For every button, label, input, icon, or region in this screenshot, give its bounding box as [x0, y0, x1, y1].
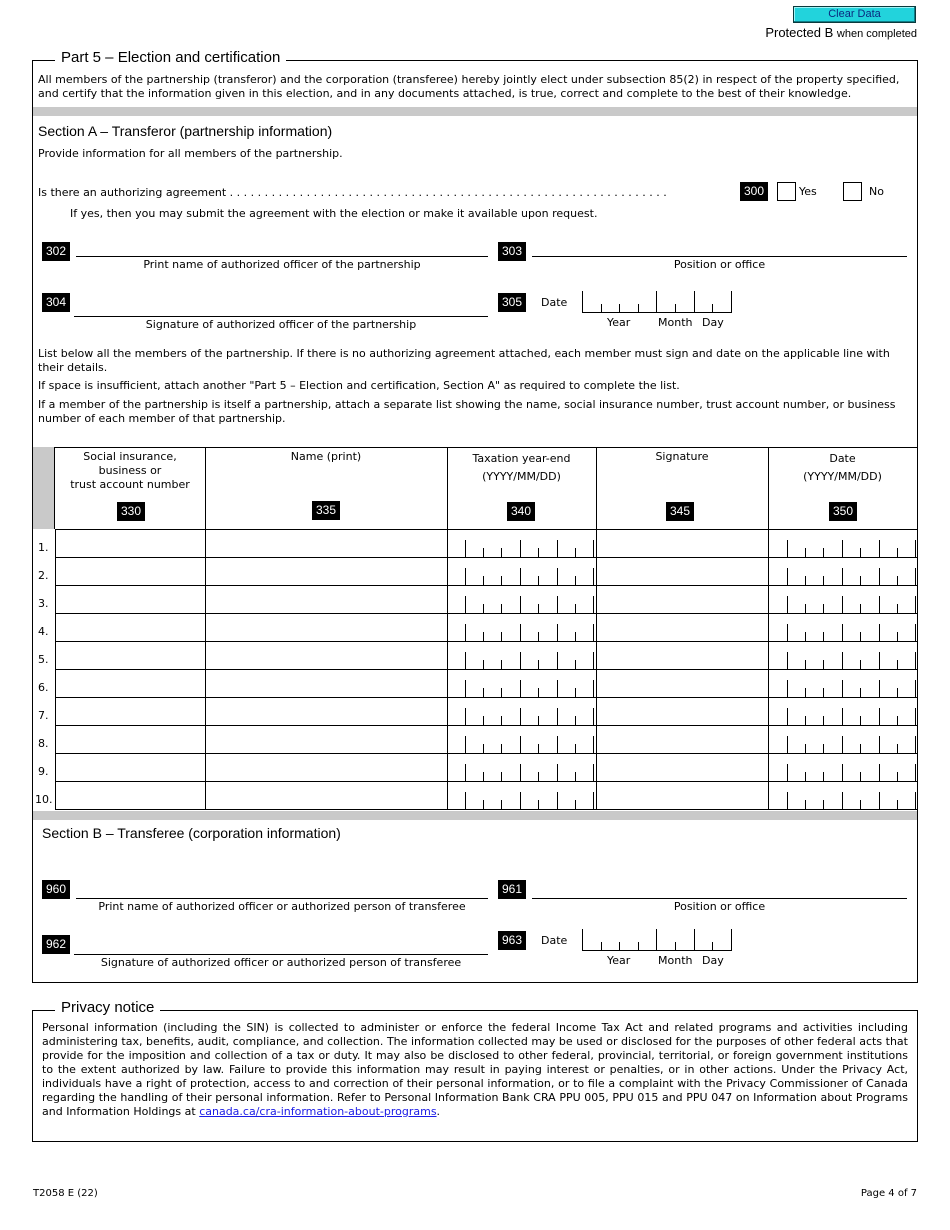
label-303: Position or office: [673, 258, 766, 271]
transferee-officer-name-input[interactable]: [77, 880, 487, 898]
line-304: [74, 316, 488, 317]
member-date-field[interactable]: [787, 761, 922, 781]
member-sin-input[interactable]: [56, 674, 204, 694]
member-taxyear-field[interactable]: [465, 593, 600, 613]
col-header-name: Name (print): [290, 450, 362, 463]
member-taxyear-field[interactable]: [465, 705, 600, 725]
row-number: 6.: [38, 681, 49, 694]
row-number: 3.: [38, 597, 49, 610]
member-signature-input[interactable]: [597, 646, 767, 666]
date-963-field[interactable]: [582, 930, 732, 951]
member-taxyear-field[interactable]: [465, 677, 600, 697]
member-date-field[interactable]: [787, 621, 922, 641]
member-name-input[interactable]: [206, 646, 446, 666]
privacy-link[interactable]: canada.ca/cra-information-about-programs: [199, 1105, 437, 1118]
col-header-signature: Signature: [655, 450, 709, 463]
member-name-input[interactable]: [206, 618, 446, 638]
year-label-305: Year: [607, 316, 631, 329]
member-sin-input[interactable]: [56, 618, 204, 638]
member-date-field[interactable]: [787, 677, 922, 697]
code-350: 350: [829, 502, 857, 521]
member-date-field[interactable]: [787, 733, 922, 753]
protected-main: Protected B: [765, 25, 834, 40]
member-date-field[interactable]: [787, 593, 922, 613]
member-sin-input[interactable]: [56, 758, 204, 778]
members-table: [33, 447, 917, 811]
member-sin-input[interactable]: [56, 730, 204, 750]
member-signature-input[interactable]: [597, 534, 767, 554]
date-305-field[interactable]: [582, 292, 732, 313]
row-number: 7.: [38, 709, 49, 722]
row-number: 9.: [38, 765, 49, 778]
day-label-305: Day: [702, 316, 724, 329]
label-962: Signature of authorized officer or authorized person of transferee: [100, 956, 462, 969]
section-a-provide: Provide information for all members of the partnership.: [38, 147, 343, 160]
label-961: Position or office: [673, 900, 766, 913]
date-label-963: Date: [541, 934, 568, 947]
section-a-title: Section A – Transferor (partnership information): [38, 123, 333, 139]
line-961: [532, 898, 907, 899]
code-302: 302: [42, 242, 70, 261]
part5-title: Part 5 – Election and certification: [55, 49, 286, 66]
page-number: Page 4 of 7: [860, 1188, 917, 1199]
member-sin-input[interactable]: [56, 702, 204, 722]
form-id: T2058 E (22): [33, 1188, 98, 1199]
member-signature-input[interactable]: [597, 590, 767, 610]
if-yes-note: If yes, then you may submit the agreement with the election or make it available upon request.: [70, 207, 598, 220]
yes-label: Yes: [799, 185, 817, 198]
note-members: List below all the members of the partnership. If there is no authorizing agreement attached, each member must sign and date on the applicable line with their details.: [38, 347, 890, 374]
line-303: [532, 256, 907, 257]
member-date-field[interactable]: [787, 649, 922, 669]
member-date-field[interactable]: [787, 705, 922, 725]
member-sin-input[interactable]: [56, 646, 204, 666]
member-taxyear-field[interactable]: [465, 789, 600, 809]
auth-question-text: Is there an authorizing agreement: [38, 186, 227, 199]
protected-sub: when completed: [836, 28, 917, 40]
code-303: 303: [498, 242, 526, 261]
row-number: 4.: [38, 625, 49, 638]
transferee-signature-input[interactable]: [75, 935, 487, 953]
no-label: No: [869, 185, 884, 198]
row-number: 5.: [38, 653, 49, 666]
code-304: 304: [42, 293, 70, 312]
member-signature-input[interactable]: [597, 786, 767, 806]
member-name-input[interactable]: [206, 786, 446, 806]
row-number: 2.: [38, 569, 49, 582]
member-signature-input[interactable]: [597, 730, 767, 750]
divider-bar-b: [33, 811, 917, 820]
member-name-input[interactable]: [206, 702, 446, 722]
transferee-position-input[interactable]: [533, 880, 905, 898]
member-signature-input[interactable]: [597, 562, 767, 582]
date-label-305: Date: [541, 296, 568, 309]
member-date-field[interactable]: [787, 565, 922, 585]
member-taxyear-field[interactable]: [465, 565, 600, 585]
privacy-body: Personal information (including the SIN) is collected to administer or enforce the federal Income Tax Act and related programs and activities including administering tax, benefits, audit, compliance, and collection. The information collected may be used or disclosed for the purposes of other federal acts that provide for the imposition and collection of a tax or duty. It may also be disclosed to other federal, provincial, territorial, or foreign government institutions to the extent authorized by law. Failure to provide this information may result in paying interest or penalties, or in other actions. Under the Privacy Act, individuals have a right of protection, access to and correction of their personal information, or to file a complaint with the Privacy Commissioner of Canada regarding the handling of their personal information. Refer to Personal Information Bank CRA PPU 005, PPU 015 and PPU 047 on Information about Programs and Information Holdings at: [42, 1021, 908, 1118]
authorizing-no-checkbox[interactable]: [843, 182, 862, 201]
privacy-text: [42, 1021, 908, 1119]
member-taxyear-field[interactable]: [465, 621, 600, 641]
member-name-input[interactable]: [206, 674, 446, 694]
privacy-title: Privacy notice: [55, 999, 160, 1016]
member-sin-input[interactable]: [56, 534, 204, 554]
member-name-input[interactable]: [206, 758, 446, 778]
label-302: Print name of authorized officer of the partnership: [143, 258, 421, 271]
code-960: 960: [42, 880, 70, 899]
table-gutter: [33, 447, 55, 529]
member-signature-input[interactable]: [597, 758, 767, 778]
member-signature-input[interactable]: [597, 702, 767, 722]
code-961: 961: [498, 880, 526, 899]
clear-data-button[interactable]: Clear Data: [793, 6, 916, 23]
code-962: 962: [42, 935, 70, 954]
note-space: If space is insufficient, attach another "Part 5 – Election and certification, Section A" as required to complete the list.: [38, 379, 680, 392]
row-number: 10.: [35, 793, 53, 806]
member-sin-input[interactable]: [56, 590, 204, 610]
member-taxyear-field[interactable]: [465, 537, 600, 557]
member-taxyear-field[interactable]: [465, 761, 600, 781]
member-date-field[interactable]: [787, 537, 922, 557]
authorizing-yes-checkbox[interactable]: [777, 182, 796, 201]
member-name-input[interactable]: [206, 590, 446, 610]
code-345: 345: [666, 502, 694, 521]
auth-dots: . . . . . . . . . . . . . . . . . . . . . . . . . . . . . . . . . . . . . . . . . . . . . . . . . . . . . . . . . . . . . . .: [226, 186, 667, 199]
part5-intro: All members of the partnership (transferor) and the corporation (transferee) hereby jointly elect under subsection 85(2) in respect of the property specified, and certify that the information given in this election, and in any documents attached, is true, correct and complete to the best of their knowledge.: [38, 73, 900, 100]
month-label-963: Month: [658, 954, 693, 967]
code-330: 330: [117, 502, 145, 521]
row-number: 1.: [38, 541, 49, 554]
line-962: [74, 954, 488, 955]
member-name-input[interactable]: [206, 534, 446, 554]
partnership-signature-input[interactable]: [75, 298, 487, 316]
member-signature-input[interactable]: [597, 618, 767, 638]
col-header-taxyear: Taxation year-end (YYYY/MM/DD): [472, 452, 571, 483]
member-taxyear-field[interactable]: [465, 733, 600, 753]
code-340: 340: [507, 502, 535, 521]
label-304: Signature of authorized officer of the partnership: [145, 318, 417, 331]
note-partnership: If a member of the partnership is itself a partnership, attach a separate list showing the name, social insurance number, trust account number, or business number of each member of that partnership.: [38, 398, 896, 425]
member-name-input[interactable]: [206, 730, 446, 750]
divider-bar: [33, 107, 917, 116]
code-963: 963: [498, 931, 526, 950]
month-label-305: Month: [658, 316, 693, 329]
col-header-date: Date (YYYY/MM/DD): [803, 452, 882, 483]
section-b-title: Section B – Transferee (corporation information): [42, 825, 341, 841]
member-sin-input[interactable]: [56, 786, 204, 806]
label-960: Print name of authorized officer or authorized person of transferee: [98, 900, 466, 913]
code-300: 300: [740, 182, 768, 201]
member-sin-input[interactable]: [56, 562, 204, 582]
member-signature-input[interactable]: [597, 674, 767, 694]
code-335: 335: [312, 501, 340, 520]
member-date-field[interactable]: [787, 789, 922, 809]
line-302: [76, 256, 488, 257]
line-960: [76, 898, 488, 899]
row-number: 8.: [38, 737, 49, 750]
member-taxyear-field[interactable]: [465, 649, 600, 669]
partnership-officer-name-input[interactable]: [77, 238, 487, 256]
year-label-963: Year: [607, 954, 631, 967]
privacy-end: .: [436, 1105, 441, 1118]
protected-b-label: [765, 25, 917, 40]
day-label-963: Day: [702, 954, 724, 967]
code-305: 305: [498, 293, 526, 312]
member-name-input[interactable]: [206, 562, 446, 582]
col-header-sin: Social insurance, business or trust account number: [70, 450, 190, 491]
auth-question: [38, 186, 738, 200]
partnership-position-input[interactable]: [533, 238, 905, 256]
